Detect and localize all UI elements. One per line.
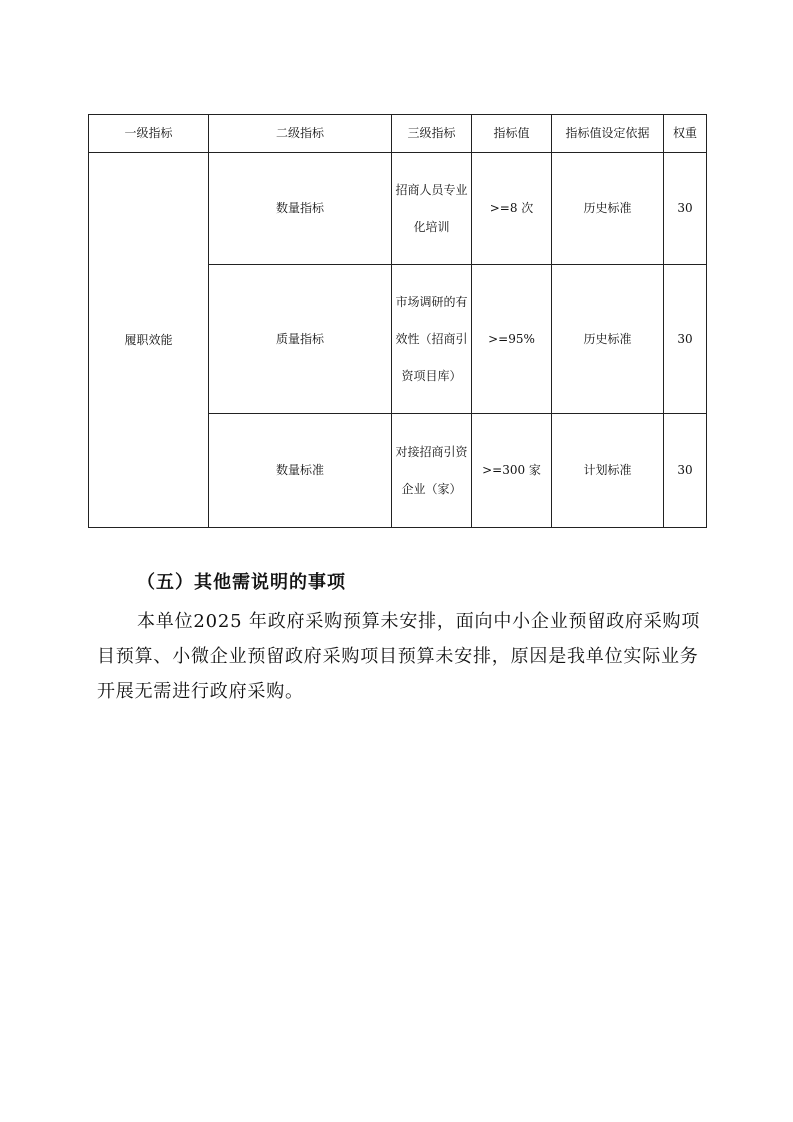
weight-cell: 30 [664, 265, 707, 414]
value-cell: >=8 次 [472, 153, 552, 265]
level3-cell: 市场调研的有效性（招商引资项目库） [392, 265, 472, 414]
body-paragraph: 本单位2025 年政府采购预算未安排，面向中小企业预留政府采购项目预算、小微企业预留政府采购项目预算未安排，原因是我单位实际业务开展无需进行政府采购。 [97, 611, 701, 702]
header-basis: 指标值设定依据 [552, 115, 664, 153]
level2-cell: 数量指标 [209, 153, 392, 265]
section-heading: （五）其他需说明的事项 [137, 572, 346, 593]
value-cell: >=300 家 [472, 414, 552, 528]
header-value: 指标值 [472, 115, 552, 153]
basis-cell: 计划标准 [552, 414, 664, 528]
table-header-row [89, 115, 707, 153]
level2-cell: 质量指标 [209, 265, 392, 414]
basis-cell: 历史标准 [552, 265, 664, 414]
value-cell: >=95% [472, 265, 552, 414]
level1-cell: 履职效能 [89, 153, 209, 528]
level3-cell: 招商人员专业化培训 [392, 153, 472, 265]
header-weight: 权重 [664, 115, 707, 153]
basis-cell: 历史标准 [552, 153, 664, 265]
performance-indicator-table [88, 114, 707, 528]
header-level3: 三级指标 [392, 115, 472, 153]
header-level2: 二级指标 [209, 115, 392, 153]
weight-cell: 30 [664, 153, 707, 265]
header-level1: 一级指标 [89, 115, 209, 153]
level3-cell: 对接招商引资企业（家） [392, 414, 472, 528]
weight-cell: 30 [664, 414, 707, 528]
level2-cell: 数量标准 [209, 414, 392, 528]
table-row [89, 153, 707, 265]
